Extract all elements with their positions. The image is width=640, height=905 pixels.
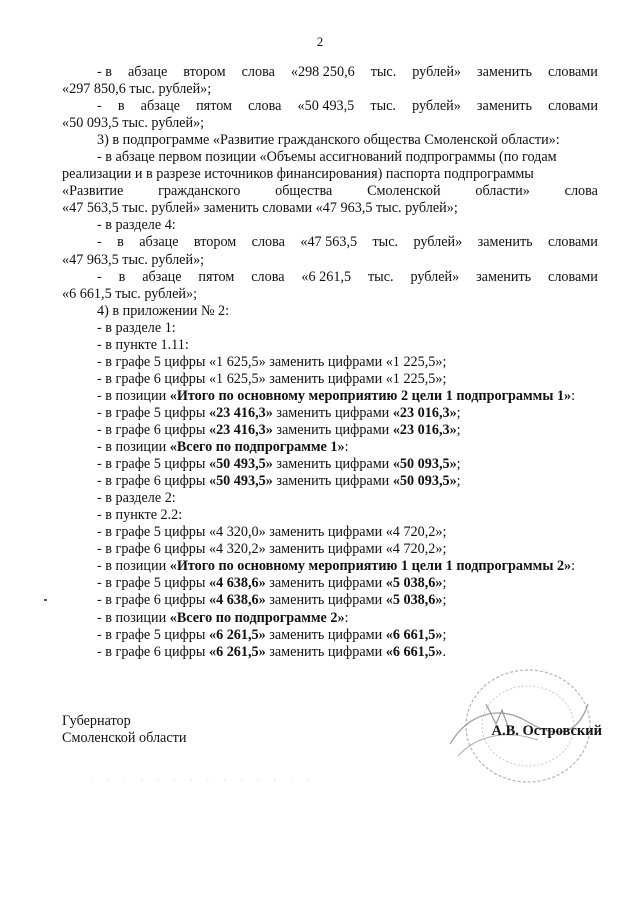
text-segment: ;	[442, 592, 447, 609]
page-number: 2	[316, 34, 324, 49]
text-segment: «47 963,5 тыс. рублей»;	[62, 251, 205, 268]
word: абзаце	[127, 64, 168, 80]
text-segment: - в графе 6 цифры	[97, 592, 209, 609]
word: области»	[475, 183, 530, 200]
text-segment: .	[442, 643, 447, 660]
bold-text: «23 016,3»	[392, 421, 457, 438]
text-segment: - в графе 5 цифры	[97, 456, 209, 473]
word: рублей»	[412, 98, 461, 115]
word: «298 250,6	[290, 64, 355, 80]
text-segment: - в позиции	[97, 609, 170, 626]
text-line	[62, 183, 598, 200]
bold-text: «4 638,6»	[208, 592, 266, 609]
text-line	[62, 286, 598, 303]
bold-text: «23 416,3»	[208, 421, 273, 438]
signer-name: А.В. Островский	[491, 723, 602, 739]
text-line	[62, 473, 598, 490]
word: в	[117, 98, 125, 115]
word: в	[118, 268, 126, 285]
word: общества	[275, 183, 333, 200]
text-line	[62, 252, 598, 269]
word: абзаце	[140, 98, 180, 115]
word: пятом	[198, 268, 235, 285]
word: Смоленской	[367, 183, 441, 200]
word: втором	[193, 234, 237, 251]
text-line	[62, 422, 598, 439]
text-line	[62, 644, 598, 661]
bold-text: «50 093,5»	[392, 456, 457, 473]
text-segment: заменить цифрами	[272, 473, 393, 490]
text-segment: 3) в подпрограмме «Развитие гражданского общества Смоленской области»:	[97, 132, 560, 149]
text-line	[62, 269, 598, 286]
text-segment: - в позиции	[97, 558, 170, 575]
text-segment: :	[571, 558, 576, 575]
word: -	[97, 98, 102, 115]
bold-text: «50 093,5»	[392, 473, 457, 490]
word: пятом	[196, 98, 233, 115]
bold-text: «Всего по подпрограмме 1»	[169, 439, 345, 456]
text-segment: - в графе 6 цифры «1 625,5» заменить цифрами «1 225,5»;	[97, 370, 447, 387]
text-segment: заменить цифрами	[265, 626, 386, 643]
word: слова	[241, 64, 275, 80]
text-line	[62, 627, 598, 644]
text-segment: «297 850,6 тыс. рублей»;	[62, 81, 212, 98]
text-line	[62, 490, 598, 507]
word: «6 261,5	[301, 268, 352, 285]
text-line	[62, 98, 598, 115]
word: -	[97, 268, 102, 285]
word: рублей»	[410, 268, 460, 285]
text-line	[62, 524, 598, 541]
text-segment: заменить цифрами	[265, 575, 386, 592]
word: «Развитие	[62, 183, 124, 200]
text-segment: - в графе 6 цифры	[97, 643, 209, 660]
text-segment: заменить цифрами	[265, 592, 386, 609]
text-line	[62, 217, 598, 234]
bold-text: «6 661,5»	[385, 626, 443, 643]
word: слова	[248, 98, 282, 115]
word: рублей»	[412, 64, 462, 80]
text-line	[62, 575, 598, 592]
word: слова	[251, 234, 285, 251]
word: -	[97, 234, 102, 251]
bold-text: «6 261,5»	[208, 643, 266, 660]
word: словами	[548, 234, 598, 251]
text-segment: - в позиции	[97, 387, 170, 404]
word: тыс.	[367, 268, 394, 285]
text-segment: «50 093,5 тыс. рублей»;	[62, 115, 205, 132]
text-segment: - в разделе 1:	[97, 319, 176, 336]
text-line	[62, 320, 598, 337]
text-line	[62, 371, 598, 388]
word: втором	[183, 64, 226, 80]
word: словами	[548, 268, 598, 285]
bold-text: «5 038,6»	[385, 592, 443, 609]
word: словами	[548, 64, 598, 80]
word: тыс.	[372, 234, 399, 251]
bold-text: «Всего по подпрограмме 2»	[169, 609, 345, 626]
word: слова	[251, 268, 285, 285]
word: словами	[548, 98, 598, 115]
word: абзаце	[139, 234, 179, 251]
text-line	[62, 558, 598, 575]
text-segment: - в графе 6 цифры	[97, 421, 209, 438]
text-segment: ;	[442, 626, 447, 643]
text-line	[62, 541, 598, 558]
text-line	[62, 592, 598, 609]
text-segment: - в графе 5 цифры	[97, 626, 209, 643]
word: заменить	[477, 64, 533, 80]
word: тыс.	[370, 98, 396, 115]
bold-text: «23 416,3»	[208, 404, 273, 421]
text-segment: - в графе 5 цифры «1 625,5» заменить цифрами «1 225,5»;	[97, 353, 447, 370]
text-line	[62, 81, 598, 98]
word: в	[117, 234, 124, 251]
margin-mark	[44, 599, 47, 601]
word: рублей»	[413, 234, 463, 251]
text-line	[62, 115, 598, 132]
text-segment: реализации и в разрезе источников финансирования) паспорта подпрограммы	[62, 166, 534, 183]
word: - в	[97, 64, 112, 80]
text-segment: «47 563,5 тыс. рублей» заменить словами «47 963,5 тыс. рублей»;	[62, 200, 458, 217]
text-segment: заменить цифрами	[272, 456, 393, 473]
bold-text: «23 016,3»	[392, 404, 457, 421]
text-segment: ;	[442, 575, 447, 592]
bold-text: «6 661,5»	[385, 643, 443, 660]
text-line	[62, 337, 598, 354]
bold-text: «Итого по основному мероприятию 2 цели 1 подпрограммы 1»	[169, 387, 572, 404]
text-segment: - в графе 5 цифры	[97, 575, 209, 592]
bold-text: «50 493,5»	[208, 473, 273, 490]
bold-text: «50 493,5»	[208, 456, 273, 473]
text-segment: ;	[456, 473, 461, 490]
text-line	[62, 405, 598, 422]
bold-text: «Итого по основному мероприятию 1 цели 1 подпрограммы 2»	[169, 558, 572, 575]
word: тыс.	[370, 64, 397, 80]
word: «50 493,5	[297, 98, 355, 115]
text-line	[62, 456, 598, 473]
text-segment: :	[571, 387, 576, 404]
text-line	[62, 166, 598, 183]
text-line	[62, 303, 598, 320]
text-segment: 4) в приложении № 2:	[97, 302, 230, 319]
text-segment: - в позиции	[97, 439, 170, 456]
signer-position-line2: Смоленской области	[62, 730, 187, 746]
text-segment: заменить цифрами	[272, 421, 393, 438]
word: слова	[564, 183, 598, 200]
text-segment: - в графе 6 цифры	[97, 473, 209, 490]
word: заменить	[476, 98, 532, 115]
word: абзаце	[142, 268, 182, 285]
text-segment: :	[344, 609, 349, 626]
bold-text: «5 038,6»	[385, 575, 443, 592]
text-segment: - в графе 6 цифры «4 320,2» заменить цифрами «4 720,2»;	[97, 541, 447, 558]
text-segment: :	[344, 439, 349, 456]
text-segment: - в пункте 2.2:	[97, 507, 183, 524]
text-line	[62, 132, 598, 149]
text-line	[62, 234, 598, 251]
signer-position-line1: Губернатор	[62, 713, 131, 729]
text-segment: - в разделе 2:	[97, 490, 176, 507]
word: заменить	[477, 234, 533, 251]
text-segment: ;	[456, 404, 461, 421]
text-segment: ;	[456, 421, 461, 438]
word: заменить	[476, 268, 532, 285]
document-body	[62, 64, 598, 661]
text-segment: - в пункте 1.11:	[97, 336, 189, 353]
text-segment: ;	[456, 456, 461, 473]
text-segment: - в разделе 4:	[97, 217, 176, 234]
faint-dots: · · · · · · · · · · · · · ·	[90, 776, 316, 785]
text-segment: - в абзаце первом позиции «Объемы ассигнований подпрограммы (по годам	[97, 149, 557, 166]
text-line	[62, 64, 598, 81]
text-line	[62, 388, 598, 405]
bold-text: «6 261,5»	[208, 626, 266, 643]
text-segment: заменить цифрами	[265, 643, 386, 660]
text-segment: «6 661,5 тыс. рублей»;	[62, 285, 198, 302]
word: гражданского	[158, 183, 241, 200]
text-segment: - в графе 5 цифры «4 320,0» заменить цифрами «4 720,2»;	[97, 524, 447, 541]
text-segment: - в графе 5 цифры	[97, 404, 209, 421]
text-line	[62, 610, 598, 627]
word: «47 563,5	[300, 234, 358, 251]
text-line	[62, 354, 598, 371]
text-line	[62, 439, 598, 456]
text-line	[62, 200, 598, 217]
text-line	[62, 507, 598, 524]
text-segment: заменить цифрами	[272, 404, 393, 421]
text-line	[62, 149, 598, 166]
bold-text: «4 638,6»	[208, 575, 266, 592]
